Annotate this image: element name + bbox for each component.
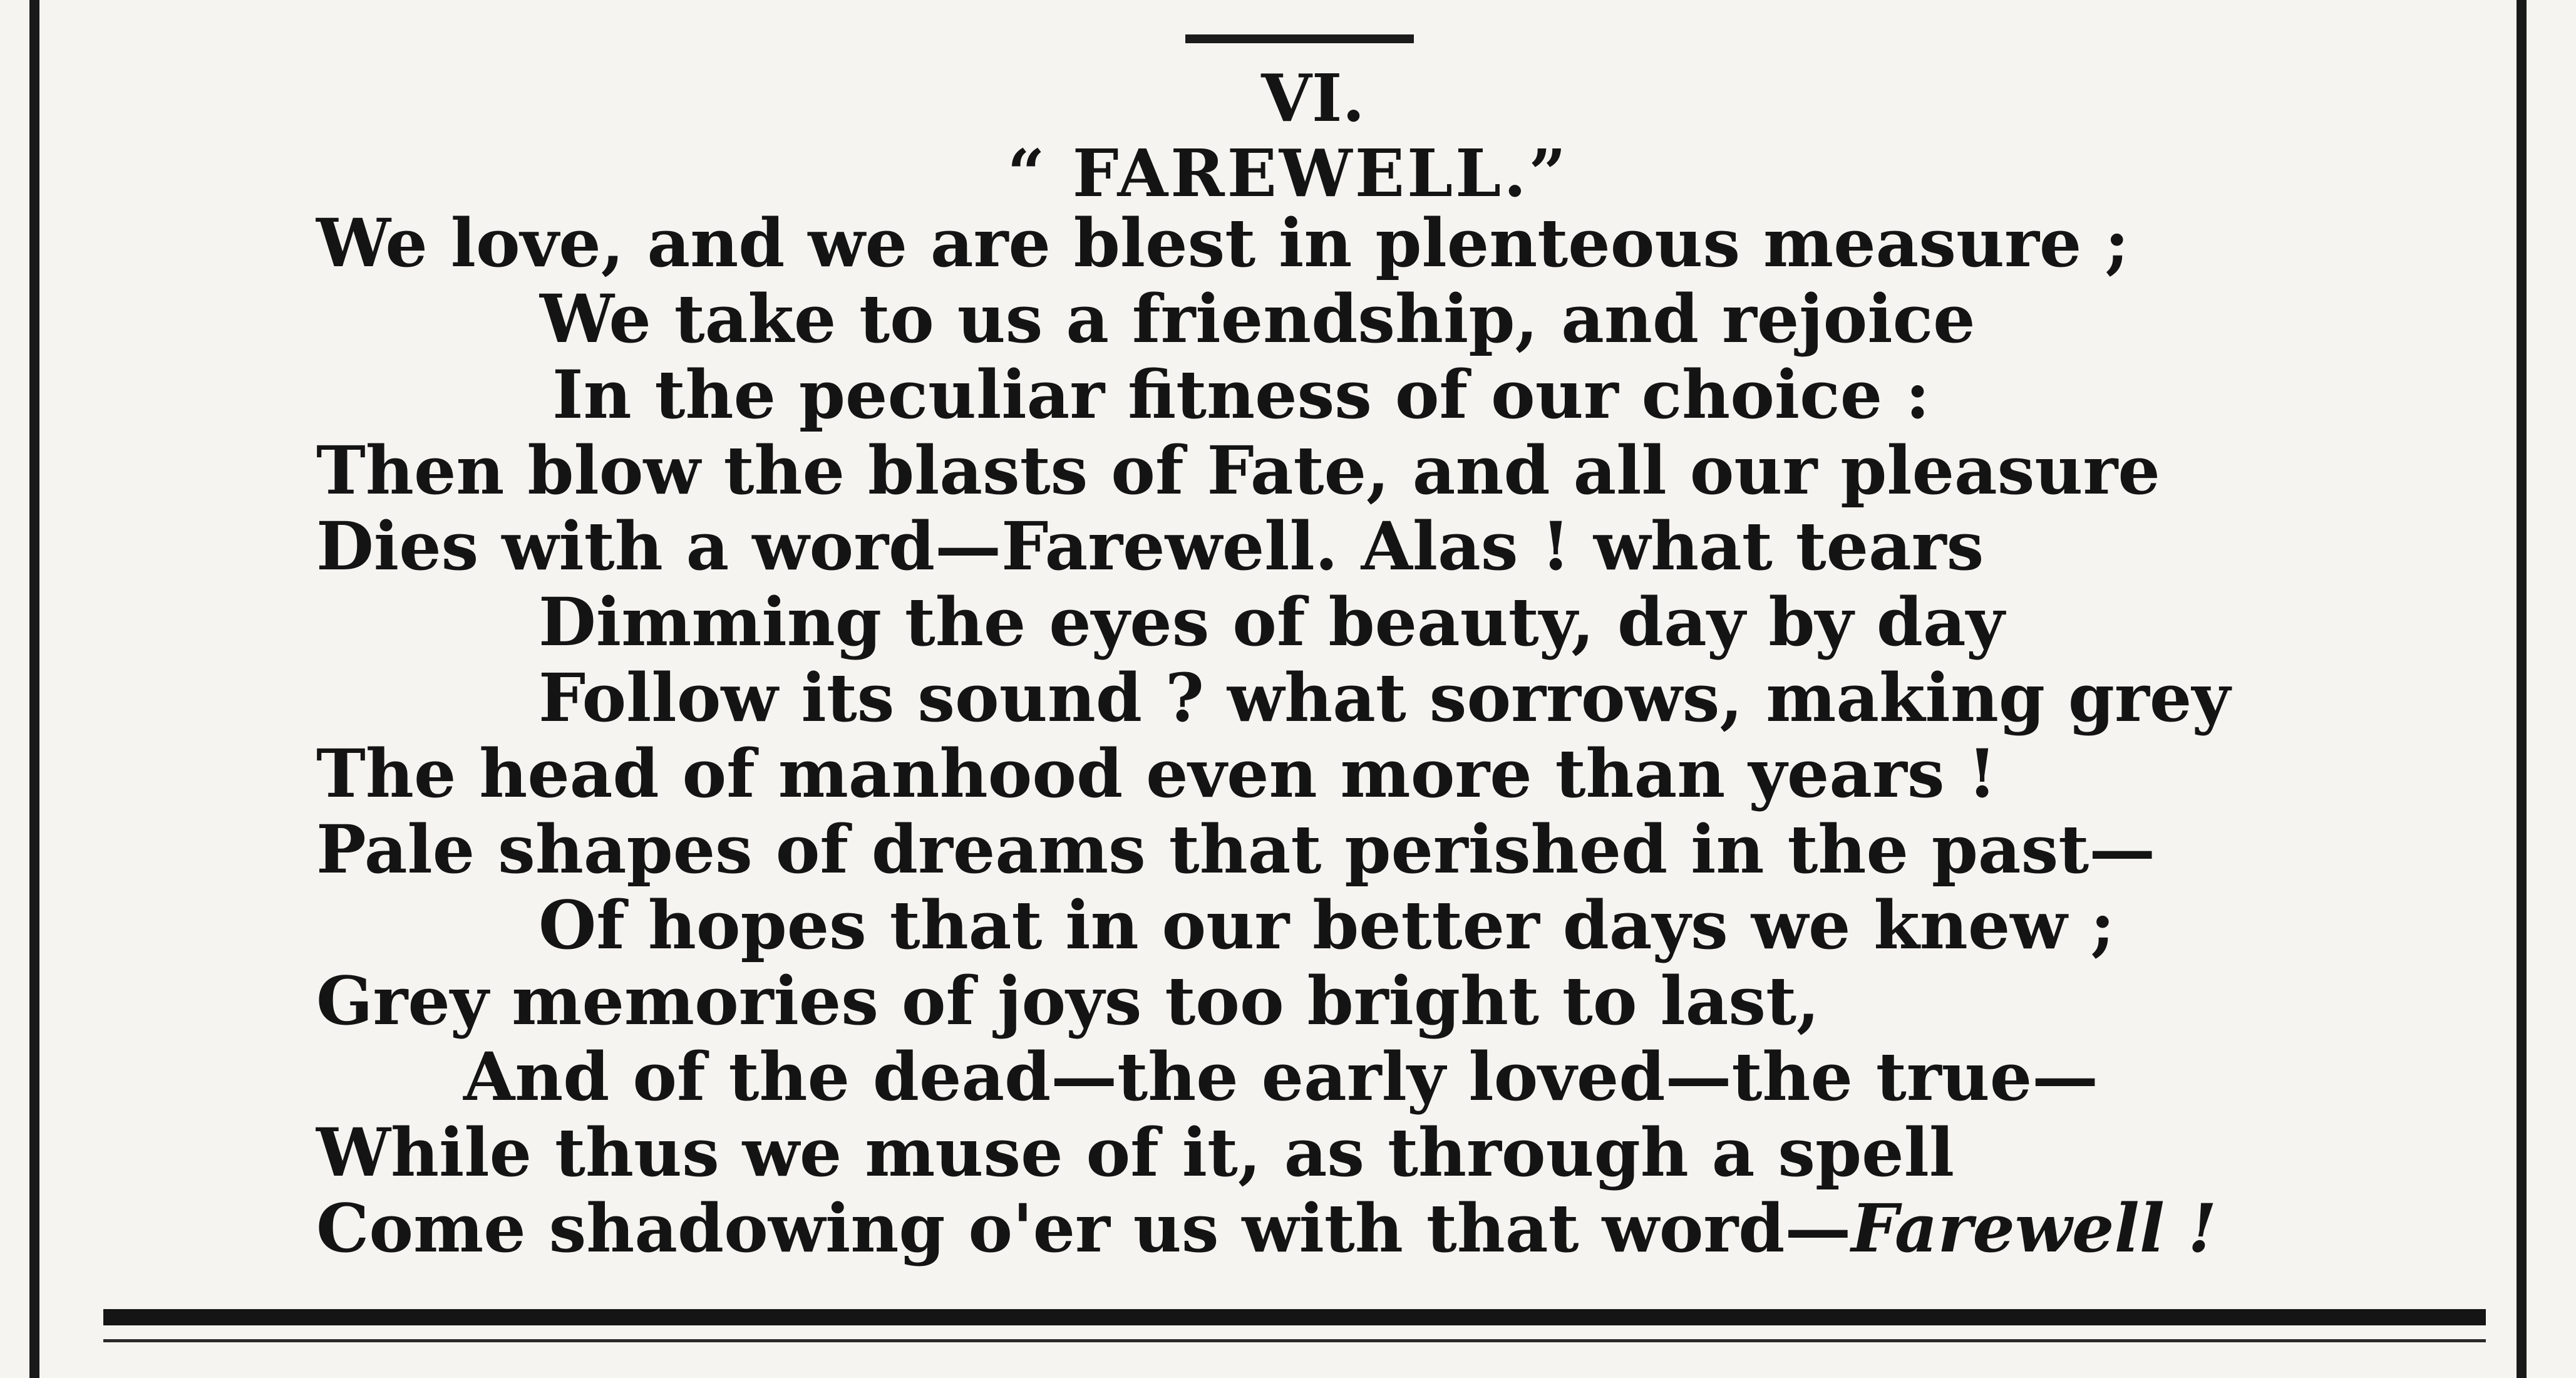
poem-line: And of the dead—the early loved—the true—: [463, 1037, 2099, 1116]
poem-line: We love, and we are blest in plenteous measure ;: [316, 204, 2130, 282]
poem-line: Of hopes that in our better days we knew ;: [538, 886, 2115, 964]
poem-line: Grey memories of joys too bright to last,: [316, 961, 1820, 1040]
poem-last-line: [316, 1189, 2217, 1267]
poem-title: “ FAREWELL.”: [1007, 135, 1569, 212]
poem-line: We take to us a friendship, and rejoice: [540, 279, 1976, 358]
poem-line: Dimming the eyes of beauty, day by day: [538, 583, 2005, 661]
bottom-thick-rule: [103, 1309, 2486, 1325]
poem-line: Dies with a word—Farewell. Alas ! what tears: [316, 507, 1984, 585]
left-border-rule: [29, 0, 39, 1378]
poem-line: Follow its sound ? what sorrows, making grey: [538, 658, 2230, 737]
section-divider-rule: [1185, 34, 1414, 43]
poem-line: Then blow the blasts of Fate, and all our pleasure: [316, 431, 2160, 509]
bottom-thin-rule: [103, 1339, 2486, 1342]
last-line-italic-word: Farewell !: [1851, 1189, 2217, 1267]
poem-line: Pale shapes of dreams that perished in the past—: [316, 810, 2156, 888]
last-line-text: Come shadowing o'er us with that word—: [316, 1189, 1852, 1267]
poem-line: The head of manhood even more than years !: [316, 734, 1997, 812]
poem-line: In the peculiar fitness of our choice :: [552, 355, 1930, 433]
section-numeral: VI.: [1261, 60, 1365, 137]
poem-line: While thus we muse of it, as through a spell: [316, 1113, 1955, 1191]
right-border-rule: [2517, 0, 2527, 1378]
